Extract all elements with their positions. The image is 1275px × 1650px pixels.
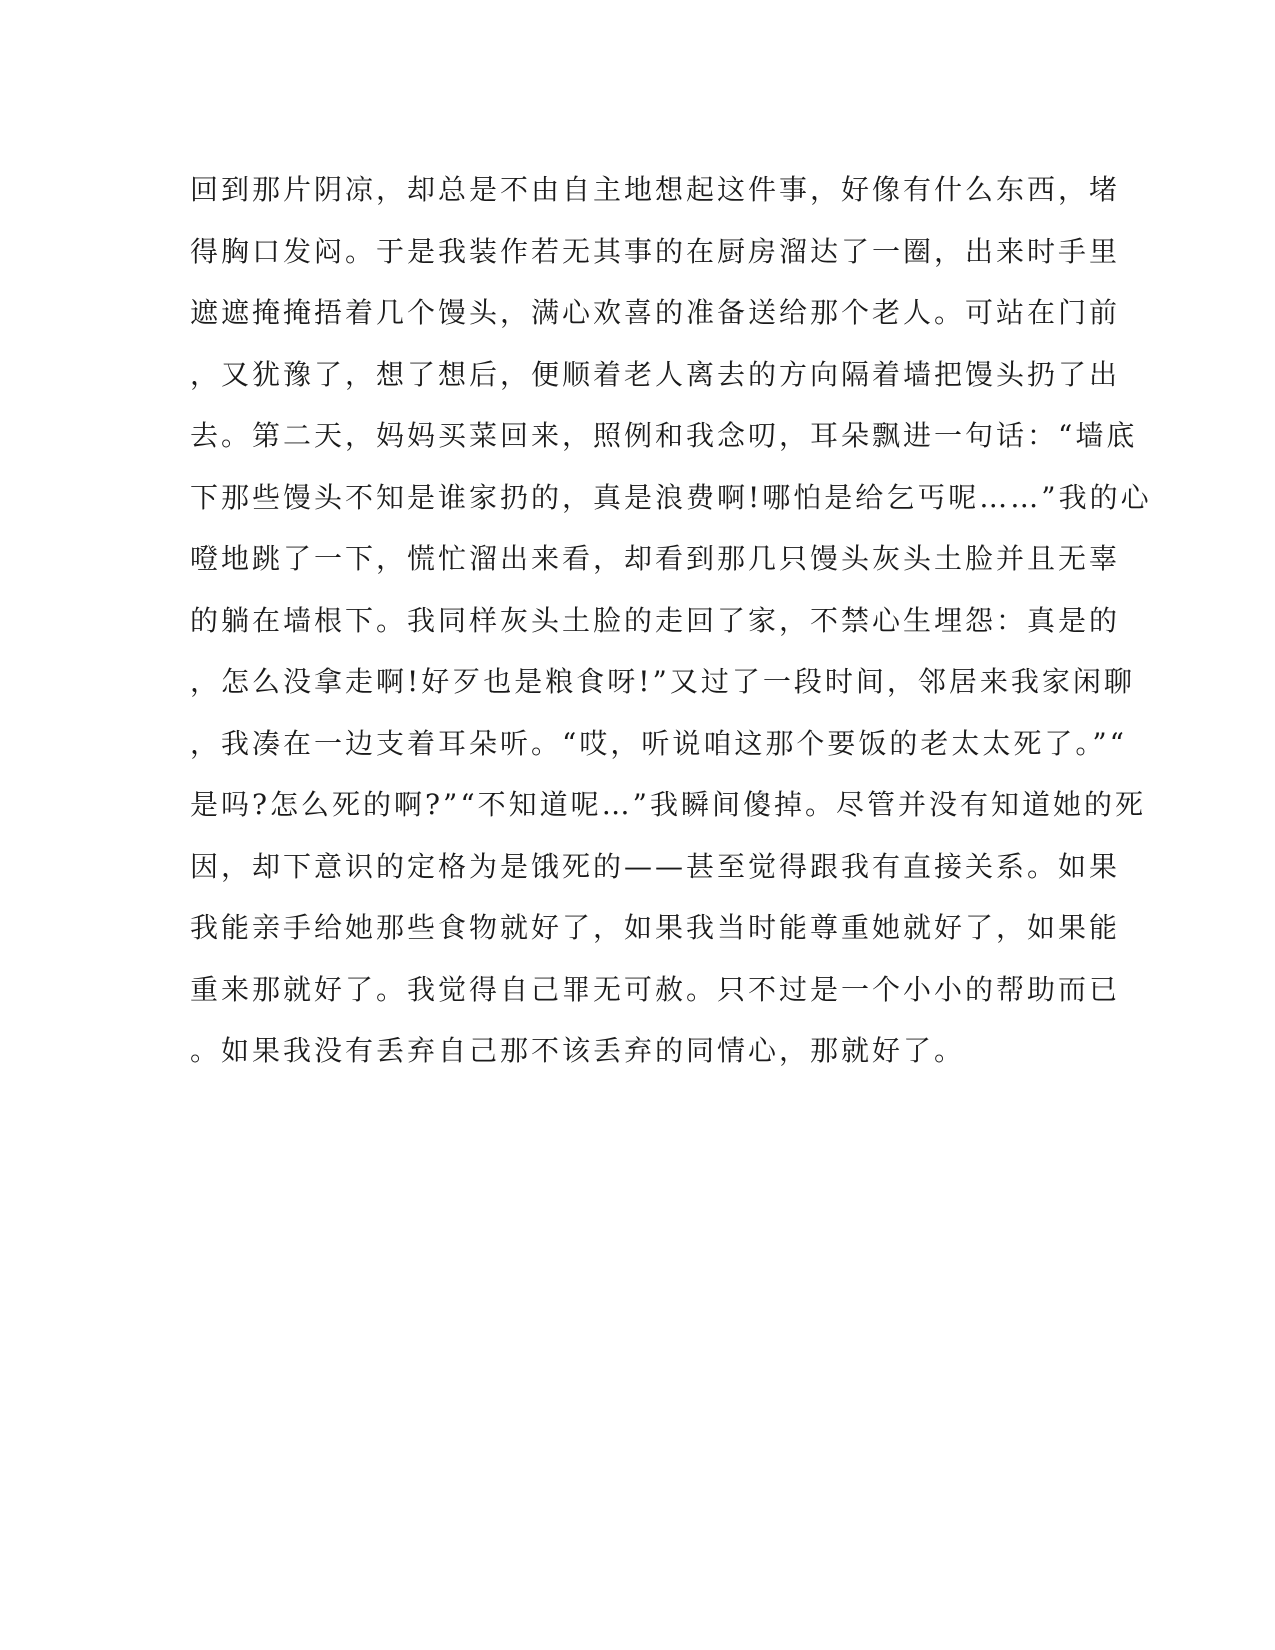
text-line: ，怎么没拿走啊!好歹也是粮食呀!”又过了一段时间，邻居来我家闲聊 [190, 665, 1135, 698]
text-line: 噔地跳了一下，慌忙溜出来看，却看到那几只馒头灰头土脸并且无辜 [190, 542, 1121, 575]
text-line: 遮遮掩掩捂着几个馒头，满心欢喜的准备送给那个老人。可站在门前 [190, 296, 1121, 329]
text-line: 重来那就好了。我觉得自己罪无可赦。只不过是一个小小的帮助而已 [190, 972, 1121, 1006]
text-line: 的躺在墙根下。我同样灰头土脸的走回了家，不禁心生埋怨：真是的 [190, 603, 1121, 637]
text-line: 。如果我没有丢弃自己那不该丢弃的同情心，那就好了。 [190, 1034, 966, 1067]
text-line: 回到那片阴凉，却总是不由自主地想起这件事，好像有什么东西，堵 [190, 173, 1121, 206]
body-text [190, 165, 1152, 1088]
text-line: 得胸口发闷。于是我装作若无其事的在厨房溜达了一圈，出来时手里 [190, 234, 1121, 268]
text-line: ，我凑在一边支着耳朵听。“哎，听说咱这那个要饭的老太太死了。”“ [190, 726, 1127, 760]
text-line: 下那些馒头不知是谁家扔的，真是浪费啊!哪怕是给乞丐呢……”我的心 [190, 480, 1152, 514]
text-line: ，又犹豫了，想了想后，便顺着老人离去的方向隔着墙把馒头扔了出 [190, 357, 1121, 391]
text-line: 是吗?怎么死的啊?”“不知道呢…”我瞬间傻掉。尽管并没有知道她的死 [190, 788, 1146, 821]
text-line: 去。第二天，妈妈买菜回来，照例和我念叨，耳朵飘进一句话：“墙底 [190, 419, 1138, 452]
text-line: 因，却下意识的定格为是饿死的——甚至觉得跟我有直接关系。如果 [190, 849, 1121, 883]
text-line: 我能亲手给她那些食物就好了，如果我当时能尊重她就好了，如果能 [190, 911, 1121, 944]
